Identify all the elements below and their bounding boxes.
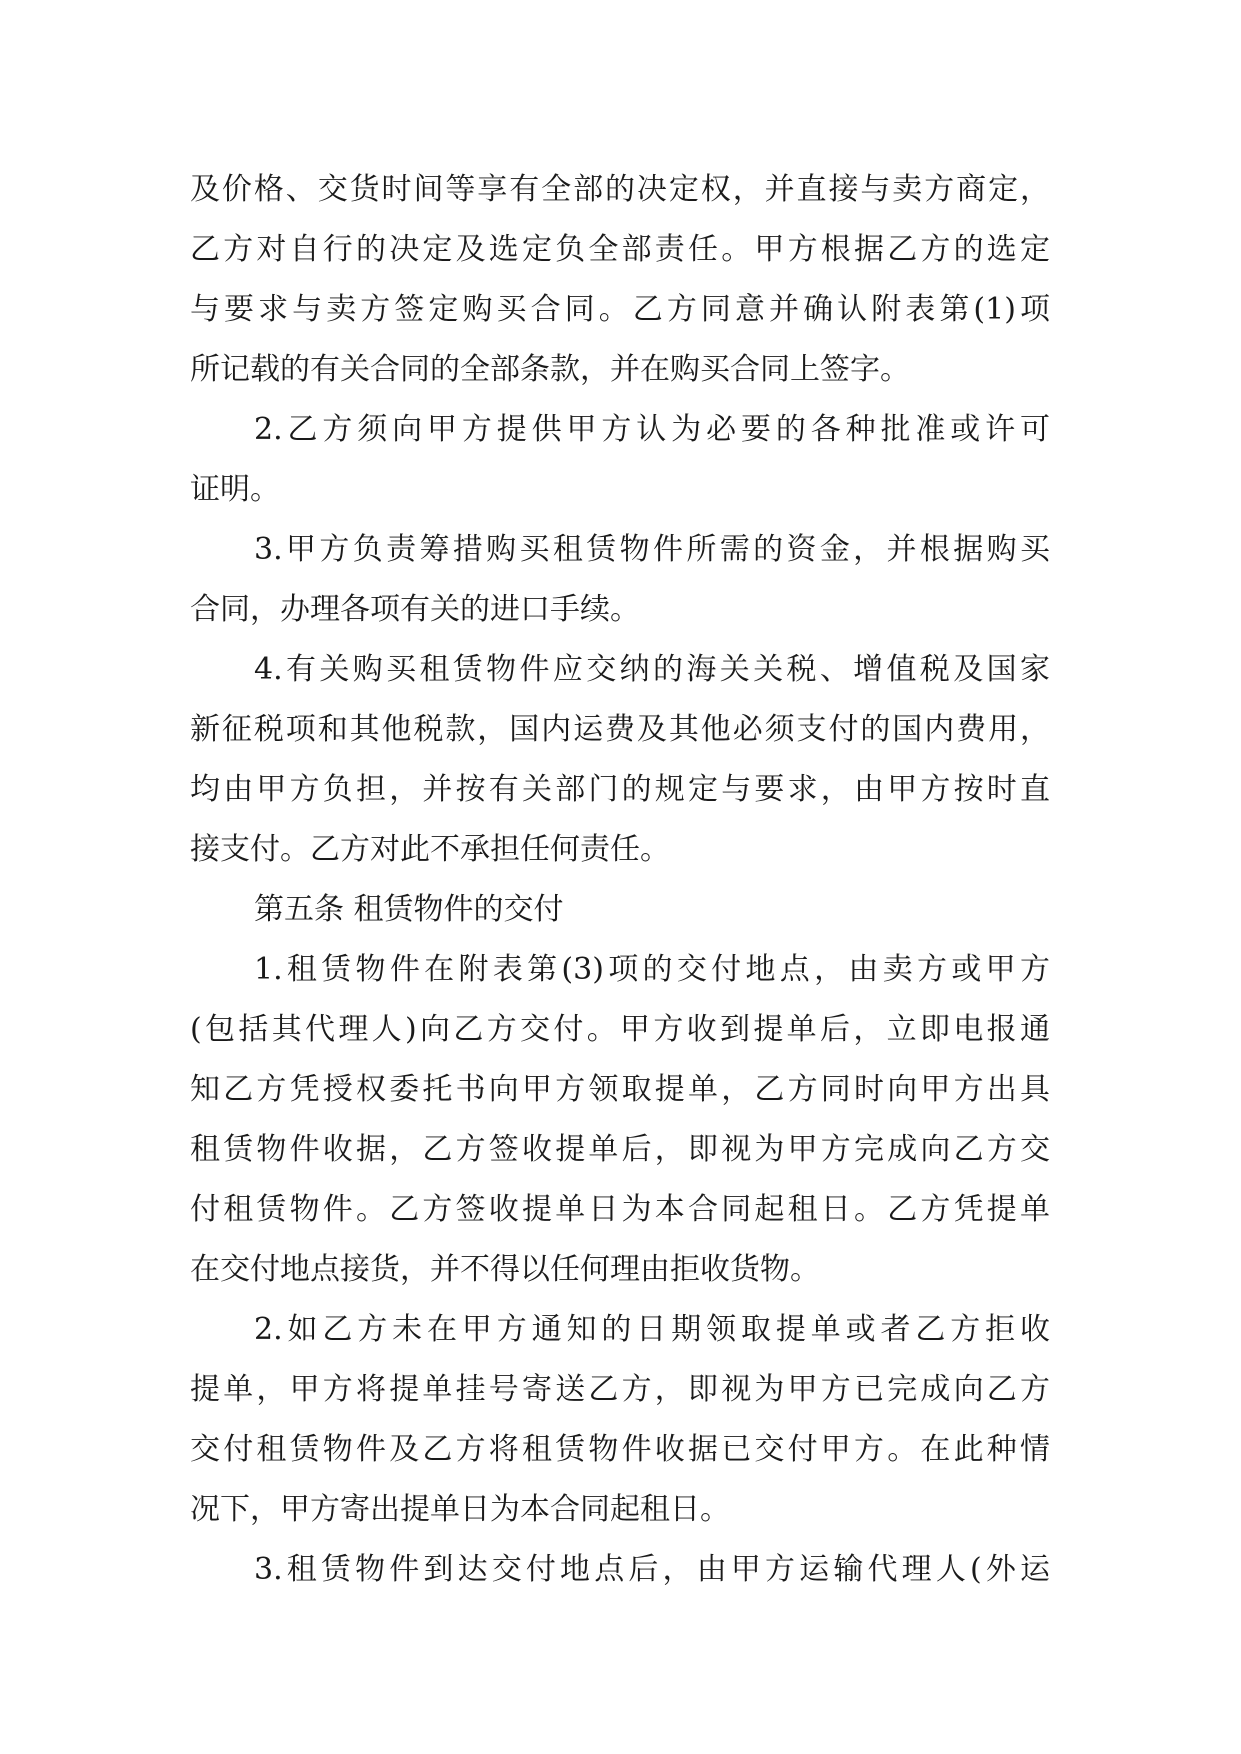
text-line: (包括其代理人)向乙方交付。甲方收到提单后，立即电报通 — [190, 1012, 1050, 1047]
text-line: 乙方对自行的决定及选定负全部责任。甲方根据乙方的选定 — [190, 232, 1050, 267]
text-line: 在交付地点接货，并不得以任何理由拒收货物。 — [190, 1252, 820, 1287]
text-line: 提单，甲方将提单挂号寄送乙方，即视为甲方已完成向乙方 — [190, 1372, 1050, 1407]
clause-1-line: 1.租赁物件在附表第(3)项的交付地点，由卖方或甲方 — [254, 952, 1050, 987]
text-line: 证明。 — [190, 472, 280, 507]
text-line: 付租赁物件。乙方签收提单日为本合同起租日。乙方凭提单 — [190, 1192, 1050, 1227]
text-line: 合同，办理各项有关的进口手续。 — [190, 592, 640, 627]
clause-4-line: 4.有关购买租赁物件应交纳的海关关税、增值税及国家 — [254, 652, 1050, 687]
section-heading: 第五条 租赁物件的交付 — [254, 892, 564, 927]
clause-2-line: 2.如乙方未在甲方通知的日期领取提单或者乙方拒收 — [254, 1312, 1050, 1347]
clause-3-line: 3.租赁物件到达交付地点后，由甲方运输代理人(外运 — [254, 1552, 1050, 1587]
clause-3-line: 3.甲方负责筹措购买租赁物件所需的资金，并根据购买 — [254, 532, 1050, 567]
text-line: 交付租赁物件及乙方将租赁物件收据已交付甲方。在此种情 — [190, 1432, 1050, 1467]
document-body — [190, 160, 1050, 1600]
clause-2-line: 2.乙方须向甲方提供甲方认为必要的各种批准或许可 — [254, 412, 1050, 447]
text-line: 新征税项和其他税款，国内运费及其他必须支付的国内费用， — [190, 712, 1050, 747]
text-line: 所记载的有关合同的全部条款，并在购买合同上签字。 — [190, 352, 910, 387]
text-line: 知乙方凭授权委托书向甲方领取提单，乙方同时向甲方出具 — [190, 1072, 1050, 1107]
text-line: 与要求与卖方签定购买合同。乙方同意并确认附表第(1)项 — [190, 292, 1050, 327]
text-line: 租赁物件收据，乙方签收提单后，即视为甲方完成向乙方交 — [190, 1132, 1050, 1167]
text-line: 况下，甲方寄出提单日为本合同起租日。 — [190, 1492, 730, 1527]
text-line: 及价格、交货时间等享有全部的决定权，并直接与卖方商定， — [190, 172, 1050, 207]
text-line: 均由甲方负担，并按有关部门的规定与要求，由甲方按时直 — [190, 772, 1050, 807]
text-line: 接支付。乙方对此不承担任何责任。 — [190, 832, 670, 867]
